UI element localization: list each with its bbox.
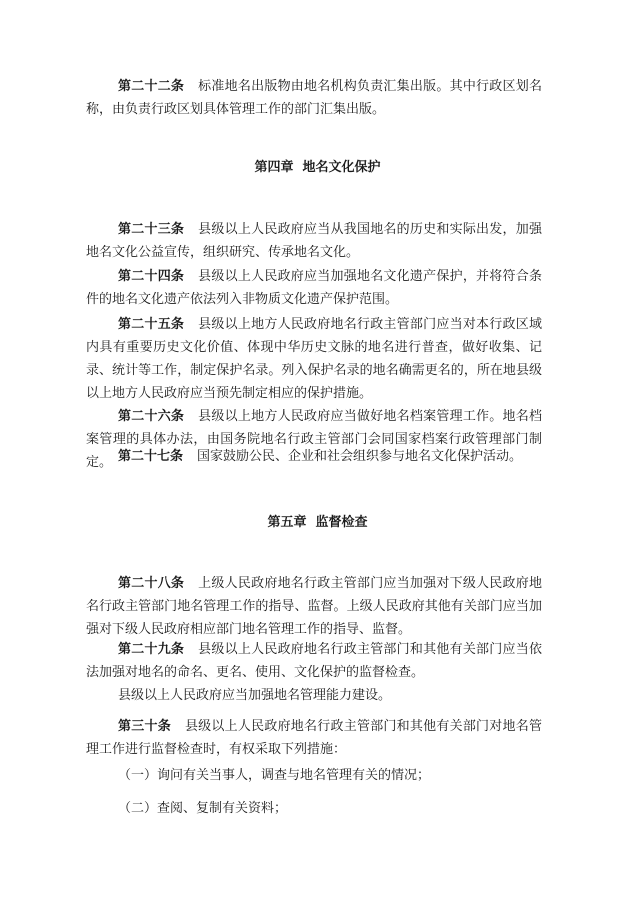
article-number: 第二十六条 <box>118 409 185 424</box>
article-text: 上级人民政府地名行政主管部门应当加强对下级人民政府地名行政主管部门地名管理工作的指导、监督。上级人民政府其他有关部门应当加强对下级人民政府相应部门地名管理工作的指导、监督。 <box>86 576 542 637</box>
article-number: 第二十二条 <box>118 79 185 94</box>
article-text: 县级以上人民政府地名行政主管部门和其他有关部门应当依法加强对地名的命名、更名、使用、文化保护的监督检查。 <box>86 642 542 680</box>
list-item: （一）询问有关当事人，调查与地名管理有关的情况； <box>118 768 431 783</box>
article-number: 第二十五条 <box>118 317 185 332</box>
article-text: 县级以上人民政府应当加强地名文化遗产保护，并将符合条件的地名文化遗产依法列入非物质文化遗产保护范围。 <box>86 269 542 307</box>
article-27 <box>86 445 542 468</box>
chapter-number: 第五章 <box>267 515 307 530</box>
article-text: 县级以上地方人民政府应当做好地名档案管理工作。地名档案管理的具体办法，由国务院地名行政主管部门会同国家档案行政管理部门制定。 <box>86 409 542 470</box>
article-number: 第三十条 <box>118 719 171 734</box>
chapter-heading-5 <box>0 511 635 530</box>
article-number: 第二十七条 <box>118 449 184 464</box>
chapter-title: 地名文化保护 <box>302 160 381 175</box>
article-25 <box>86 313 542 405</box>
article-22 <box>86 75 542 121</box>
article-number: 第二十三条 <box>118 222 185 237</box>
article-23 <box>86 218 542 264</box>
article-29 <box>86 638 542 684</box>
plain-paragraph <box>86 684 542 707</box>
chapter-number: 第四章 <box>254 160 294 175</box>
article-24 <box>86 265 542 311</box>
article-number: 第二十八条 <box>118 576 185 591</box>
article-28 <box>86 572 542 641</box>
chapter-heading-4 <box>0 156 635 175</box>
article-text: 县级以上人民政府地名行政主管部门和其他有关部门对地名管理工作进行监督检查时，有权采取下列措施： <box>86 719 542 757</box>
article-number: 第二十四条 <box>118 269 185 284</box>
article-text: 县级以上人民政府应当从我国地名的历史和实际出发，加强地名文化公益宣传，组织研究、传承地名文化。 <box>86 222 542 260</box>
article-text: 标准地名出版物由地名机构负责汇集出版。其中行政区划名称，由负责行政区划具体管理工作的部门汇集出版。 <box>86 79 542 117</box>
article-text: 县级以上地方人民政府地名行政主管部门应当对本行政区域内具有重要历史文化价值、体现中华历史文脉的地名进行普查，做好收集、记录、统计等工作，制定保护名录。列入保护名录的地名确需更名的，所在地县级以上地方人民政府应当预先制定相应的保护措施。 <box>86 317 542 401</box>
list-item: （二）查阅、复制有关资料； <box>118 801 288 816</box>
article-text: 国家鼓励公民、企业和社会组织参与地名文化保护活动。 <box>197 449 523 464</box>
chapter-title: 监督检查 <box>315 515 368 530</box>
paragraph-text: 县级以上人民政府应当加强地名管理能力建设。 <box>118 688 392 703</box>
article-number: 第二十九条 <box>118 642 185 657</box>
article-30 <box>86 715 542 761</box>
